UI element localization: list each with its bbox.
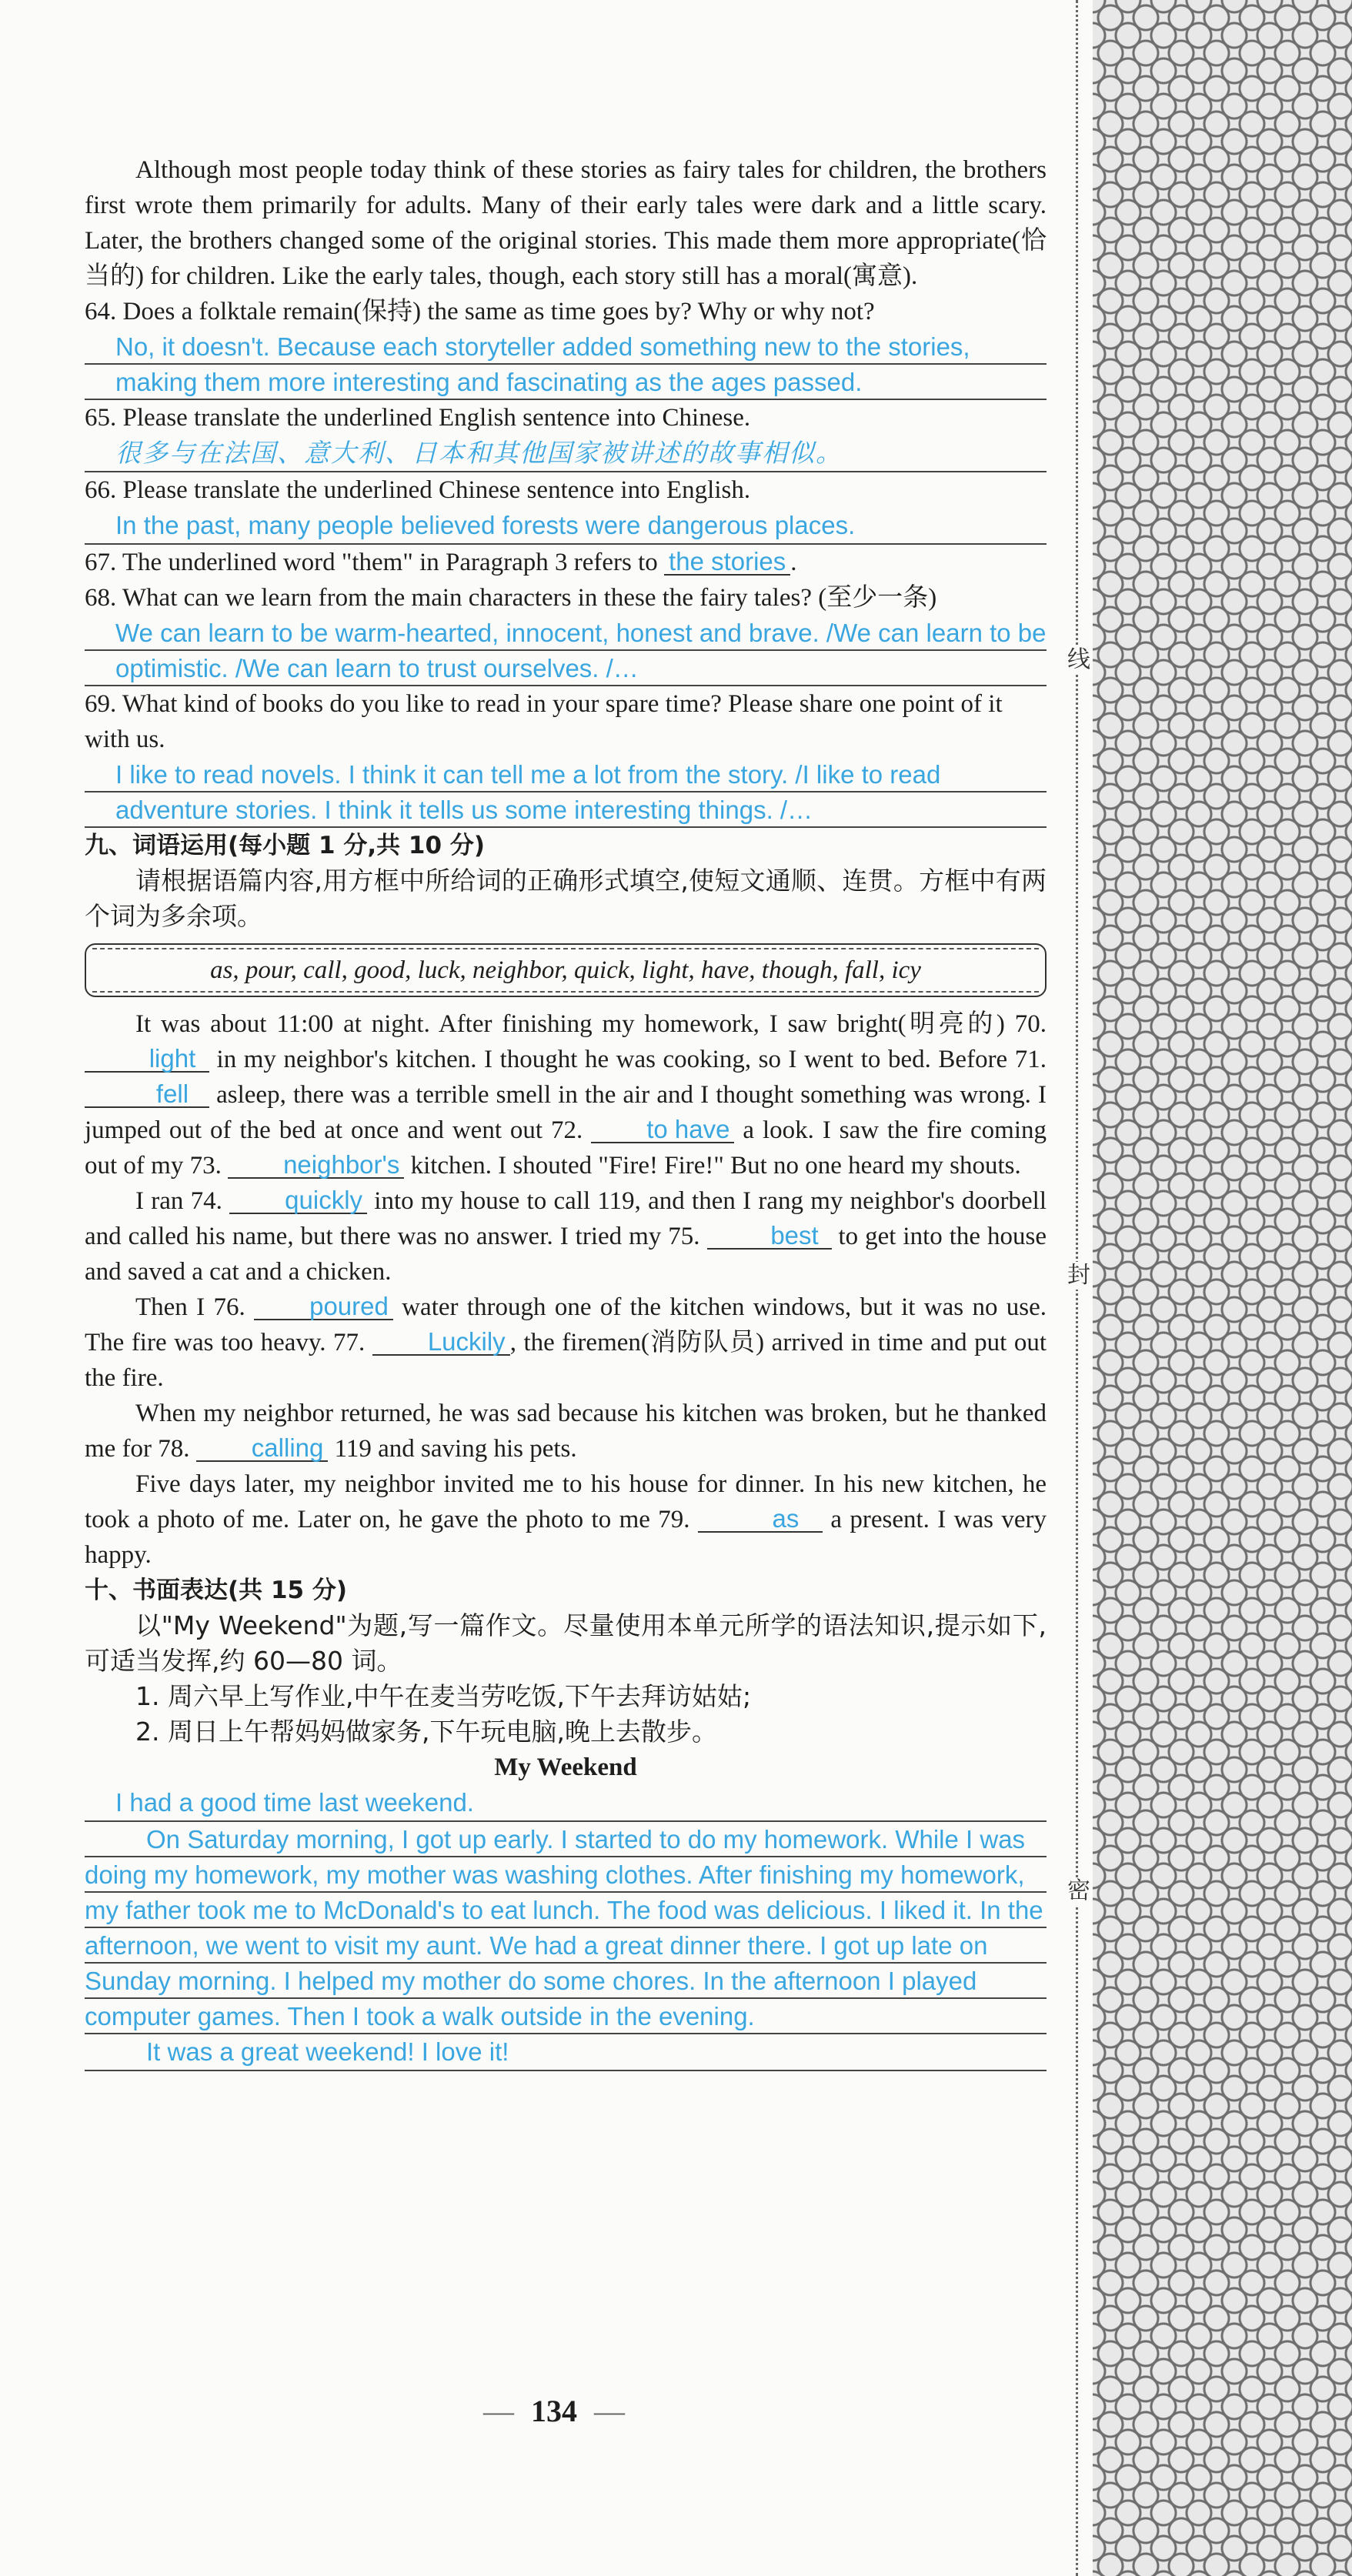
question-67-text: 67. The underlined word "them" in Paragraph 3 refers to — [85, 549, 658, 576]
blank-76[interactable]: poured — [254, 1294, 393, 1320]
passage-paragraph: Although most people today think of these stories as fairy tales for children, the brothers first wrote them primarily for adults. Many of their early tales were dark and a little scary. Later, the brothers changed some of the original stories. This made them more appropriate(恰当的) for children. Like the early tales, though, each story still has a moral(寓意). — [85, 156, 1047, 290]
question-65: 65. Please translate the underlined English sentence into Chinese. — [85, 404, 751, 432]
side-mark-top: 线 — [1065, 646, 1093, 674]
cloze-text: Five days later, my neighbor invited me to his house for dinner. In his new kitchen, he took a photo of me. Later on, he gave the photo to me 79. — [85, 1470, 1047, 1533]
cloze-text: into my house to call 119, and then I rang my neighbor's doorbell and called his name, but there was no answer. I tried my 75. — [85, 1187, 1047, 1250]
blank-71[interactable]: fell — [85, 1082, 209, 1108]
blank-75[interactable]: best — [707, 1223, 832, 1250]
cloze-text: asleep, there was a terrible smell in the air and I thought something was wrong. I jumped out of the bed at once and went out 72. — [85, 1081, 1047, 1144]
page-number — [0, 2393, 1108, 2429]
page-number-dash: — — [483, 2394, 514, 2428]
page-number-dash: — — [594, 2394, 625, 2428]
section-9-instructions: 请根据语篇内容,用方框中所给词的正确形式填空,使短文通顺、连贯。方框中有两个词为多余项。 — [85, 866, 1047, 931]
cloze-paragraph-4 — [85, 1396, 1047, 1467]
essay-line-1[interactable]: I had a good time last weekend. — [85, 1785, 1047, 1822]
question-69: 69. What kind of books do you like to read in your spare time? Please share one point of it with us. — [85, 690, 1003, 753]
answer-64[interactable]: No, it doesn't. Because each storyteller added something new to the stories, making them more interesting and fascinating as the ages passed. — [85, 329, 1047, 400]
word-box: as, pour, call, good, luck, neighbor, quick, light, have, though, fall, icy — [85, 943, 1047, 997]
side-mark-middle: 封 — [1065, 1262, 1093, 1290]
section-10-title: 十、书面表达(共 15 分) — [85, 1577, 348, 1604]
blank-72[interactable]: to have — [591, 1117, 734, 1143]
cloze-text: water through one of the kitchen windows, but it was no use. The fire was too heavy. 77. — [85, 1293, 1047, 1356]
decorative-margin-pattern — [1093, 0, 1352, 2576]
blank-77[interactable]: Luckily — [372, 1330, 510, 1356]
cloze-text: It was about 11:00 at night. After finishing my homework, I saw bright(明亮的) 70. — [135, 1010, 1047, 1038]
blank-74[interactable]: quickly — [229, 1188, 367, 1214]
writing-hint-2: 2. 周日上午帮妈妈做家务,下午玩电脑,晚上去散步。 — [135, 1717, 717, 1747]
answer-66[interactable]: In the past, many people believed forests were dangerous places. — [85, 508, 1047, 545]
cloze-paragraph-3 — [85, 1290, 1047, 1396]
blank-78[interactable]: calling — [196, 1436, 329, 1462]
cloze-paragraph-5 — [85, 1467, 1047, 1573]
cloze-text: a look. I saw the fire coming out of my 73. — [85, 1116, 1047, 1180]
essay-title: My Weekend — [494, 1753, 637, 1781]
cloze-text: 119 and saving his pets. — [334, 1435, 577, 1463]
question-66: 66. Please translate the underlined Chinese sentence into English. — [85, 476, 751, 504]
question-67 — [85, 545, 1047, 580]
cloze-text: I ran 74. — [135, 1187, 222, 1215]
worksheet-content — [85, 152, 1047, 2071]
essay-body[interactable]: On Saturday morning, I got up early. I started to do my homework. While I was doing my homework, my mother was washing clothes. After finishing my homework, my father took me to McDonald's to eat lunch. The food was delicious. I liked it. In the afternoon, we went to visit my aunt. We had a great dinner there. I got up late on Sunday morning. I helped my mother do some chores. In the afternoon I played computer games. Then I took a walk outside in the evening. — [85, 1822, 1047, 2034]
cloze-text: kitchen. I shouted "Fire! Fire!" But no one heard my shouts. — [410, 1152, 1021, 1180]
answer-65[interactable]: 很多与在法国、意大利、日本和其他国家被讲述的故事相似。 — [85, 435, 1047, 472]
question-67-end: . — [790, 549, 797, 576]
answer-69[interactable]: I like to read novels. I think it can tell me a lot from the story. /I like to read adventure stories. I think it tells us some interesting things. /… — [85, 757, 1047, 828]
blank-79[interactable]: as — [698, 1507, 823, 1533]
section-10-instructions: 以"My Weekend"为题,写一篇作文。尽量使用本单元所学的语法知识,提示如下,可适当发挥,约 60—80 词。 — [85, 1610, 1047, 1676]
side-mark-bottom: 密 — [1065, 1877, 1093, 1905]
question-68: 68. What can we learn from the main characters in these the fairy tales? (至少一条) — [85, 584, 937, 612]
cloze-text: to get into the house and saved a cat and a chicken. — [85, 1223, 1047, 1286]
cloze-text: , the firemen(消防队员) arrived in time and put out the fire. — [85, 1329, 1047, 1392]
section-9-title: 九、词语运用(每小题 1 分,共 10 分) — [85, 832, 485, 859]
essay-end[interactable]: It was a great weekend! I love it! — [85, 2034, 1047, 2071]
cloze-text: Then I 76. — [135, 1293, 245, 1321]
cloze-paragraph-1 — [85, 1006, 1047, 1183]
cloze-paragraph-2 — [85, 1183, 1047, 1290]
writing-hint-1: 1. 周六早上写作业,中午在麦当劳吃饭,下午去拜访姑姑; — [135, 1681, 752, 1711]
answer-67[interactable]: the stories — [664, 549, 790, 576]
blank-73[interactable]: neighbor's — [228, 1153, 404, 1179]
answer-68[interactable]: We can learn to be warm-hearted, innocent, honest and brave. /We can learn to be optimistic. /We can learn to trust ourselves. /… — [85, 616, 1047, 686]
question-64: 64. Does a folktale remain(保持) the same as time goes by? Why or why not? — [85, 298, 875, 325]
cloze-text: When my neighbor returned, he was sad because his kitchen was broken, but he thanked me for 78. — [85, 1400, 1047, 1463]
cloze-text: a present. I was very happy. — [85, 1506, 1047, 1569]
blank-70[interactable]: light — [85, 1046, 209, 1073]
cloze-text: in my neighbor's kitchen. I thought he was cooking, so I went to bed. Before 71. — [216, 1046, 1047, 1073]
page-number-value: 134 — [531, 2394, 577, 2428]
